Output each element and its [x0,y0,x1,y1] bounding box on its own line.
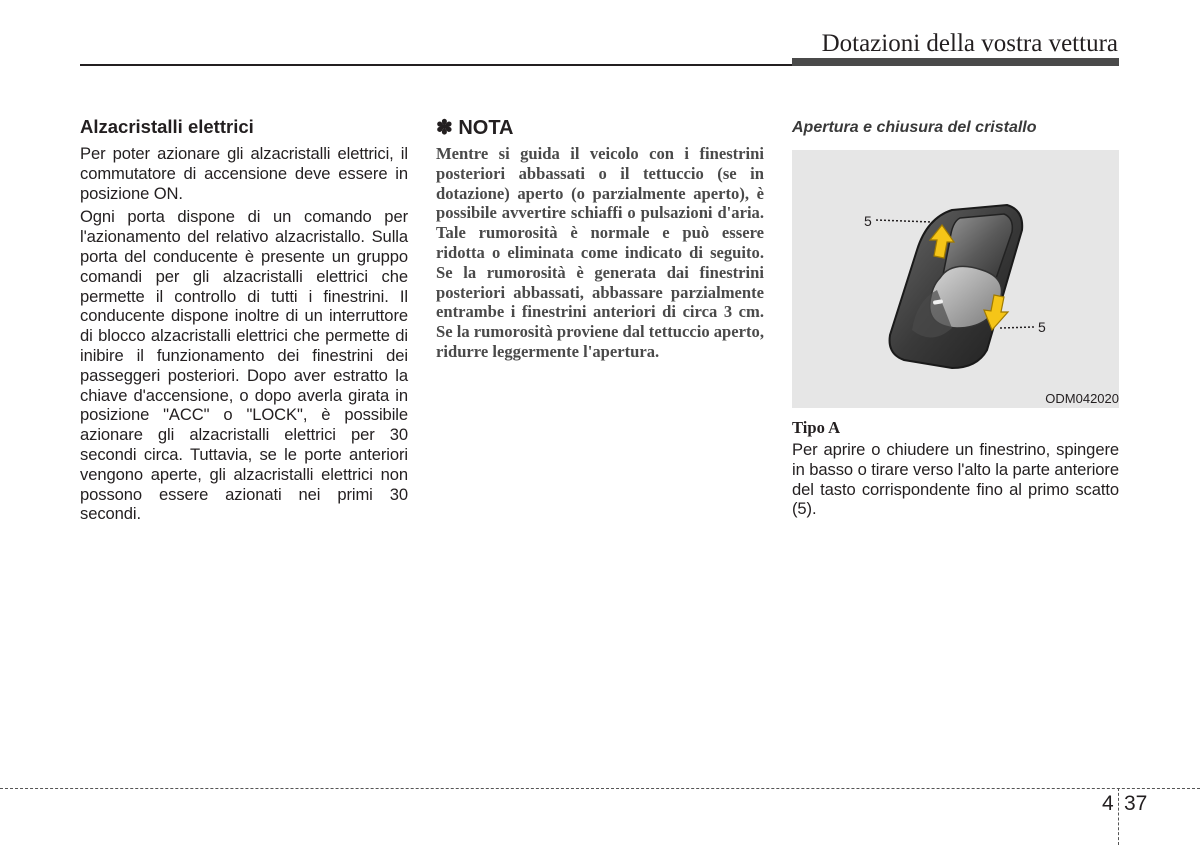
leader-line-bottom [1000,327,1034,328]
nota-heading [436,116,764,140]
leader-line-top [876,220,932,222]
figure-code: ODM042020 [1045,391,1119,406]
right-column [792,116,1119,523]
header-rule [80,64,792,66]
header-rule-accent [792,58,1119,66]
page-number: 37 [1124,792,1148,815]
page-header-title: Dotazioni della vostra vettura [821,30,1118,57]
chapter-number: 4 [1102,792,1114,815]
label-bottom: 5 [1038,319,1046,335]
middle-column [436,116,764,362]
nota-text: Mentre si guida il veicolo con i finestrini posteriori abbassati o il tettuccio (se in dotazione) aperto (o parzialmente aperto), è possibile avvertire schiaffi o pulsazioni d'aria. Tale rumorosità è normale e può essere ridotta o eliminata come indicato di seguito. Se la rumorosità è generata dai finestrini posteriori abbassati, abbassare parzialmente entrambe i finestrini anteriori di circa 3 cm. Se la rumorosità proviene dal tettuccio aperto, ridurre leggermente l'apertura. [436,144,764,361]
paragraph-details: Ogni porta dispone di un comando per l'azionamento del relativo alzacristallo. Sulla porta del conducente è presente un gruppo comandi per gli alzacristalli elettrici che permette il controllo di tutti i finestrini. Il conducente dispone inoltre di un interruttore di blocco alzacristalli elettrici che permette di inibire il funzionamento dei finestrini dei passeggeri posteriori. Dopo aver estratto la chiave d'accensione, o dopo averla girata in posizione "ACC" o "LOCK", è possibile azionare gli alzacristalli elettrici per 30 secondi circa. Tuttavia, se le porte anteriori vengono aperte, gli alzacristalli elettrici non possono essere azionati nei primi 30 secondi. [80,207,408,524]
left-column [80,116,408,528]
footer-rule [0,788,1200,789]
section-heading: Alzacristalli elettrici [80,116,254,137]
nota-star-icon: ✽ [436,117,453,139]
window-switch-illustration [792,150,1119,408]
type-subheading: Tipo A [792,418,841,437]
paragraph-intro: Per poter azionare gli alzacristalli elettrici, il commutatore di accensione deve essere in posizione ON. [80,144,408,203]
footer-divider [1118,788,1119,845]
figure-caption: Apertura e chiusura del cristallo [792,119,1037,136]
nota-label: NOTA [458,117,514,139]
type-paragraph: Per aprire o chiudere un finestrino, spingere in basso o tirare verso l'alto la parte anteriore del tasto corrispondente fino al primo scatto (5). [792,440,1119,519]
label-top: 5 [864,213,872,229]
window-switch-figure [792,150,1119,408]
